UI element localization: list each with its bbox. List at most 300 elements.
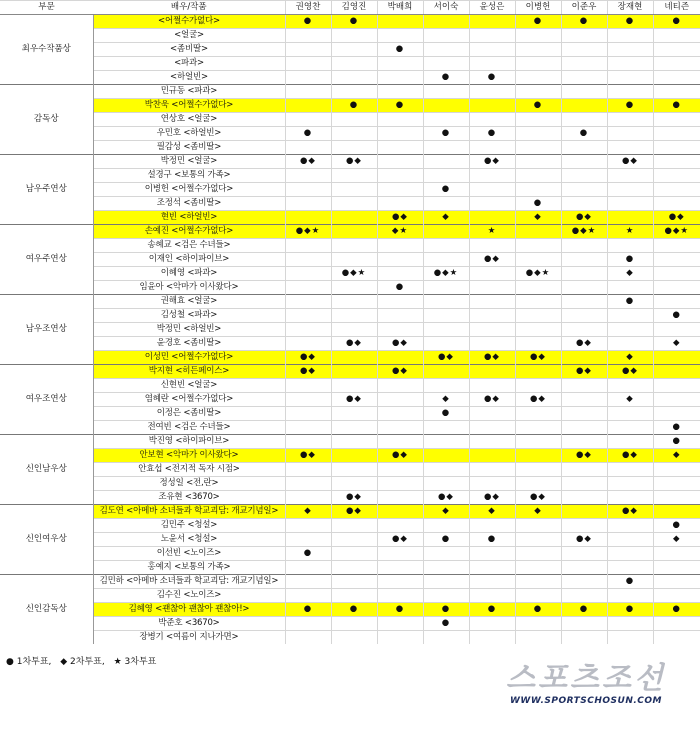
nominee-row bbox=[0, 141, 700, 155]
vote-mark bbox=[561, 281, 607, 295]
vote-mark bbox=[285, 295, 331, 309]
vote-mark: ●◆ bbox=[285, 449, 331, 463]
vote-mark bbox=[331, 253, 377, 267]
vote-mark: ● bbox=[607, 99, 653, 113]
vote-mark bbox=[515, 253, 561, 267]
vote-mark bbox=[561, 141, 607, 155]
nominee-label: 설경구 <보통의 가족> bbox=[93, 169, 285, 183]
nominee-label: <하얼빈> bbox=[93, 71, 285, 85]
vote-mark bbox=[653, 169, 700, 183]
vote-mark bbox=[561, 393, 607, 407]
vote-mark bbox=[331, 407, 377, 421]
vote-mark: ★ bbox=[607, 225, 653, 239]
vote-mark bbox=[285, 85, 331, 99]
vote-mark bbox=[561, 183, 607, 197]
vote-mark bbox=[377, 15, 423, 29]
vote-mark bbox=[515, 169, 561, 183]
vote-mark: ●◆ bbox=[515, 491, 561, 505]
nominee-row bbox=[0, 43, 700, 57]
vote-mark bbox=[653, 281, 700, 295]
nominee-row bbox=[0, 337, 700, 351]
vote-mark: ● bbox=[515, 197, 561, 211]
nominee-label: <어쩔수가없다> bbox=[93, 15, 285, 29]
vote-mark: ● bbox=[515, 603, 561, 617]
vote-mark bbox=[331, 239, 377, 253]
vote-mark bbox=[469, 379, 515, 393]
vote-mark: ●◆★ bbox=[331, 267, 377, 281]
category-name: 최우수작품상 bbox=[0, 15, 93, 85]
vote-mark bbox=[561, 43, 607, 57]
vote-mark bbox=[561, 323, 607, 337]
nominee-row bbox=[0, 253, 700, 267]
nominee-label: 박준호 <3670> bbox=[93, 617, 285, 631]
vote-mark bbox=[469, 197, 515, 211]
nominee-label: <좀비딸> bbox=[93, 43, 285, 57]
vote-mark: ● bbox=[469, 127, 515, 141]
vote-mark bbox=[423, 57, 469, 71]
vote-mark: ●◆ bbox=[377, 337, 423, 351]
vote-mark bbox=[515, 57, 561, 71]
vote-mark bbox=[469, 281, 515, 295]
nominee-row bbox=[0, 197, 700, 211]
vote-mark bbox=[377, 491, 423, 505]
logo-url: WWW.SPORTSCHOSUN.COM bbox=[509, 696, 663, 706]
vote-mark bbox=[377, 561, 423, 575]
category-name: 감독상 bbox=[0, 85, 93, 155]
nominee-row bbox=[0, 169, 700, 183]
vote-mark bbox=[515, 463, 561, 477]
vote-mark: ◆ bbox=[607, 351, 653, 365]
nominee-label: 안보현 <악마가 이사왔다> bbox=[93, 449, 285, 463]
vote-mark bbox=[515, 141, 561, 155]
vote-mark bbox=[423, 155, 469, 169]
vote-mark bbox=[469, 239, 515, 253]
vote-mark bbox=[653, 491, 700, 505]
vote-mark: ● bbox=[561, 603, 607, 617]
vote-mark bbox=[469, 547, 515, 561]
nominee-label: 염혜란 <어쩔수가없다> bbox=[93, 393, 285, 407]
vote-mark bbox=[331, 85, 377, 99]
vote-mark bbox=[331, 589, 377, 603]
nominee-label: 임윤아 <악마가 이사왔다> bbox=[93, 281, 285, 295]
nominee-row bbox=[0, 29, 700, 43]
vote-mark bbox=[653, 631, 700, 645]
nominee-label: 필감성 <좀비딸> bbox=[93, 141, 285, 155]
vote-mark bbox=[285, 379, 331, 393]
vote-mark bbox=[469, 631, 515, 645]
vote-mark bbox=[515, 71, 561, 85]
vote-mark bbox=[469, 617, 515, 631]
vote-mark bbox=[285, 435, 331, 449]
vote-mark bbox=[607, 337, 653, 351]
vote-mark bbox=[469, 295, 515, 309]
vote-mark: ★ bbox=[469, 225, 515, 239]
nominee-row bbox=[0, 547, 700, 561]
vote-mark bbox=[285, 197, 331, 211]
vote-mark bbox=[607, 85, 653, 99]
vote-mark: ●◆ bbox=[607, 449, 653, 463]
vote-mark bbox=[653, 589, 700, 603]
vote-mark: ●◆ bbox=[331, 491, 377, 505]
vote-mark bbox=[515, 281, 561, 295]
header-judge: 이병헌 bbox=[515, 1, 561, 15]
vote-mark bbox=[377, 519, 423, 533]
nominee-row bbox=[0, 225, 700, 239]
vote-mark: ●◆ bbox=[515, 351, 561, 365]
header-judge: 김영진 bbox=[331, 1, 377, 15]
vote-mark: ●◆★ bbox=[515, 267, 561, 281]
vote-mark: ◆ bbox=[423, 505, 469, 519]
vote-mark bbox=[653, 463, 700, 477]
legend-second-vote: ◆ 2차투표, bbox=[60, 657, 105, 667]
nominee-row bbox=[0, 85, 700, 99]
vote-mark bbox=[469, 449, 515, 463]
vote-mark bbox=[285, 575, 331, 589]
vote-mark: ●◆ bbox=[469, 393, 515, 407]
vote-mark bbox=[377, 309, 423, 323]
vote-mark bbox=[331, 197, 377, 211]
vote-mark: ◆★ bbox=[377, 225, 423, 239]
vote-mark bbox=[423, 463, 469, 477]
vote-mark: ● bbox=[331, 603, 377, 617]
vote-mark: ●◆ bbox=[515, 393, 561, 407]
vote-mark bbox=[377, 463, 423, 477]
vote-mark: ● bbox=[607, 575, 653, 589]
vote-mark bbox=[607, 281, 653, 295]
vote-mark bbox=[377, 435, 423, 449]
nominee-label: 윤경호 <좀비딸> bbox=[93, 337, 285, 351]
vote-mark bbox=[607, 127, 653, 141]
vote-mark: ● bbox=[423, 533, 469, 547]
vote-mark bbox=[423, 15, 469, 29]
vote-mark bbox=[469, 561, 515, 575]
vote-mark bbox=[423, 43, 469, 57]
vote-mark bbox=[607, 169, 653, 183]
vote-mark bbox=[561, 435, 607, 449]
nominee-row bbox=[0, 57, 700, 71]
vote-mark: ◆ bbox=[607, 267, 653, 281]
header-judge: 박배희 bbox=[377, 1, 423, 15]
vote-mark bbox=[377, 393, 423, 407]
vote-mark bbox=[377, 589, 423, 603]
vote-mark bbox=[515, 477, 561, 491]
vote-mark bbox=[515, 323, 561, 337]
nominee-row bbox=[0, 477, 700, 491]
vote-mark bbox=[285, 631, 331, 645]
vote-mark bbox=[377, 113, 423, 127]
nominee-label: 손예진 <어쩔수가없다> bbox=[93, 225, 285, 239]
vote-mark: ●◆ bbox=[331, 155, 377, 169]
vote-mark bbox=[561, 477, 607, 491]
vote-mark bbox=[469, 463, 515, 477]
vote-mark bbox=[469, 99, 515, 113]
category-name: 남우조연상 bbox=[0, 295, 93, 365]
vote-mark bbox=[285, 519, 331, 533]
vote-mark bbox=[653, 407, 700, 421]
vote-mark bbox=[469, 211, 515, 225]
nominee-row bbox=[0, 491, 700, 505]
vote-mark bbox=[515, 127, 561, 141]
vote-mark bbox=[515, 43, 561, 57]
vote-mark: ● bbox=[285, 547, 331, 561]
vote-mark bbox=[423, 477, 469, 491]
vote-mark bbox=[377, 71, 423, 85]
vote-mark bbox=[285, 309, 331, 323]
nominee-row bbox=[0, 603, 700, 617]
vote-mark bbox=[653, 365, 700, 379]
vote-mark bbox=[515, 29, 561, 43]
vote-mark bbox=[515, 365, 561, 379]
vote-mark bbox=[331, 323, 377, 337]
vote-mark bbox=[285, 43, 331, 57]
vote-mark: ●◆★ bbox=[653, 225, 700, 239]
nominee-row bbox=[0, 365, 700, 379]
vote-mark: ●◆ bbox=[561, 365, 607, 379]
nominee-row bbox=[0, 71, 700, 85]
header-judge: 네티즌 bbox=[653, 1, 700, 15]
nominee-row bbox=[0, 113, 700, 127]
vote-mark: ●◆★ bbox=[561, 225, 607, 239]
vote-mark: ◆ bbox=[423, 211, 469, 225]
nominee-label: 이선빈 <노이즈> bbox=[93, 547, 285, 561]
vote-mark bbox=[469, 337, 515, 351]
vote-mark bbox=[561, 463, 607, 477]
vote-mark bbox=[331, 183, 377, 197]
vote-mark: ●◆ bbox=[423, 491, 469, 505]
vote-mark bbox=[377, 183, 423, 197]
vote-mark bbox=[469, 575, 515, 589]
vote-mark bbox=[469, 323, 515, 337]
vote-mark bbox=[653, 505, 700, 519]
vote-mark: ● bbox=[653, 603, 700, 617]
vote-mark bbox=[515, 113, 561, 127]
vote-mark: ●◆ bbox=[377, 211, 423, 225]
vote-mark bbox=[469, 183, 515, 197]
vote-mark: ● bbox=[561, 127, 607, 141]
vote-mark bbox=[423, 449, 469, 463]
vote-mark bbox=[653, 477, 700, 491]
vote-mark: ● bbox=[331, 15, 377, 29]
vote-mark bbox=[285, 141, 331, 155]
vote-mark bbox=[653, 351, 700, 365]
vote-mark bbox=[331, 281, 377, 295]
vote-mark bbox=[653, 113, 700, 127]
vote-mark bbox=[377, 575, 423, 589]
vote-mark bbox=[515, 589, 561, 603]
vote-mark bbox=[331, 29, 377, 43]
legend bbox=[6, 654, 162, 667]
vote-mark bbox=[423, 169, 469, 183]
vote-mark bbox=[561, 71, 607, 85]
vote-mark bbox=[423, 421, 469, 435]
vote-mark: ● bbox=[607, 295, 653, 309]
vote-mark bbox=[653, 71, 700, 85]
vote-mark bbox=[561, 379, 607, 393]
vote-mark bbox=[285, 337, 331, 351]
vote-mark bbox=[469, 43, 515, 57]
vote-mark bbox=[607, 435, 653, 449]
vote-mark: ● bbox=[607, 603, 653, 617]
category-name: 신인감독상 bbox=[0, 575, 93, 645]
nominee-label: 이혜영 <파과> bbox=[93, 267, 285, 281]
vote-mark bbox=[331, 379, 377, 393]
vote-mark: ●◆ bbox=[607, 155, 653, 169]
nominee-row bbox=[0, 463, 700, 477]
vote-mark bbox=[331, 225, 377, 239]
vote-mark bbox=[377, 617, 423, 631]
vote-mark bbox=[469, 85, 515, 99]
vote-mark bbox=[653, 155, 700, 169]
nominee-row bbox=[0, 561, 700, 575]
vote-mark: ● bbox=[469, 533, 515, 547]
vote-mark bbox=[653, 43, 700, 57]
vote-mark: ◆ bbox=[469, 505, 515, 519]
vote-mark bbox=[331, 449, 377, 463]
vote-mark bbox=[469, 169, 515, 183]
vote-mark bbox=[561, 113, 607, 127]
vote-mark: ● bbox=[607, 253, 653, 267]
nominee-label: <얼굴> bbox=[93, 29, 285, 43]
vote-mark bbox=[285, 113, 331, 127]
vote-mark bbox=[423, 253, 469, 267]
nominee-row bbox=[0, 435, 700, 449]
vote-mark bbox=[285, 71, 331, 85]
vote-mark bbox=[285, 533, 331, 547]
vote-mark: ● bbox=[653, 309, 700, 323]
vote-mark: ● bbox=[377, 603, 423, 617]
nominee-row bbox=[0, 295, 700, 309]
header-nominee: 배우/작품 bbox=[93, 1, 285, 15]
vote-mark: ● bbox=[653, 519, 700, 533]
vote-mark: ● bbox=[653, 421, 700, 435]
vote-mark bbox=[607, 491, 653, 505]
vote-mark bbox=[561, 561, 607, 575]
vote-mark bbox=[377, 505, 423, 519]
sportschosun-logo bbox=[486, 662, 686, 706]
nominee-row bbox=[0, 239, 700, 253]
vote-mark: ◆ bbox=[653, 533, 700, 547]
vote-mark bbox=[285, 99, 331, 113]
vote-mark bbox=[285, 463, 331, 477]
vote-mark bbox=[377, 407, 423, 421]
vote-mark bbox=[607, 309, 653, 323]
nominee-row bbox=[0, 393, 700, 407]
vote-mark bbox=[607, 211, 653, 225]
vote-mark bbox=[515, 337, 561, 351]
vote-mark bbox=[285, 183, 331, 197]
vote-mark bbox=[423, 519, 469, 533]
vote-mark bbox=[469, 407, 515, 421]
vote-mark: ● bbox=[423, 71, 469, 85]
vote-mark bbox=[515, 421, 561, 435]
vote-mark bbox=[561, 57, 607, 71]
vote-mark bbox=[653, 323, 700, 337]
vote-mark bbox=[285, 617, 331, 631]
vote-mark bbox=[423, 435, 469, 449]
nominee-label: 조유현 <3670> bbox=[93, 491, 285, 505]
vote-mark bbox=[377, 379, 423, 393]
vote-mark bbox=[423, 281, 469, 295]
vote-mark bbox=[423, 197, 469, 211]
vote-mark bbox=[607, 631, 653, 645]
nominee-row bbox=[0, 617, 700, 631]
vote-mark bbox=[561, 589, 607, 603]
vote-mark bbox=[607, 463, 653, 477]
vote-mark bbox=[561, 85, 607, 99]
vote-mark bbox=[285, 589, 331, 603]
vote-mark bbox=[561, 631, 607, 645]
vote-mark bbox=[515, 309, 561, 323]
vote-mark bbox=[561, 547, 607, 561]
vote-mark bbox=[331, 309, 377, 323]
vote-mark bbox=[515, 85, 561, 99]
vote-mark bbox=[607, 407, 653, 421]
vote-mark bbox=[515, 449, 561, 463]
vote-mark bbox=[377, 631, 423, 645]
nominee-row bbox=[0, 155, 700, 169]
vote-mark bbox=[331, 141, 377, 155]
vote-mark bbox=[561, 505, 607, 519]
vote-mark bbox=[469, 421, 515, 435]
vote-mark bbox=[561, 617, 607, 631]
vote-mark bbox=[515, 575, 561, 589]
legend-first-vote: ● 1차투표, bbox=[6, 657, 52, 667]
vote-mark: ●◆ bbox=[285, 155, 331, 169]
header-judge: 서이숙 bbox=[423, 1, 469, 15]
nominee-row bbox=[0, 449, 700, 463]
vote-mark bbox=[653, 183, 700, 197]
vote-mark bbox=[377, 169, 423, 183]
vote-mark: ● bbox=[377, 43, 423, 57]
vote-mark: ●◆ bbox=[561, 337, 607, 351]
vote-mark bbox=[653, 267, 700, 281]
nominee-label: 김혜영 <괜찮아 괜찮아 괜찮아!> bbox=[93, 603, 285, 617]
vote-mark bbox=[469, 267, 515, 281]
vote-mark bbox=[561, 421, 607, 435]
vote-mark bbox=[515, 617, 561, 631]
vote-mark: ● bbox=[561, 15, 607, 29]
vote-mark: ●◆ bbox=[377, 365, 423, 379]
vote-mark: ●◆★ bbox=[423, 267, 469, 281]
vote-mark bbox=[285, 239, 331, 253]
nominee-label: 김성철 <파과> bbox=[93, 309, 285, 323]
vote-mark bbox=[423, 575, 469, 589]
vote-mark bbox=[331, 365, 377, 379]
category-name: 남우주연상 bbox=[0, 155, 93, 225]
vote-mark bbox=[331, 351, 377, 365]
vote-mark: ●◆ bbox=[561, 449, 607, 463]
vote-mark: ● bbox=[377, 281, 423, 295]
vote-mark bbox=[607, 183, 653, 197]
vote-mark bbox=[515, 519, 561, 533]
header-category: 부문 bbox=[0, 1, 93, 15]
vote-mark bbox=[331, 127, 377, 141]
nominee-row bbox=[0, 505, 700, 519]
vote-mark bbox=[423, 85, 469, 99]
vote-mark bbox=[515, 239, 561, 253]
vote-mark bbox=[607, 617, 653, 631]
vote-mark bbox=[653, 295, 700, 309]
vote-mark: ● bbox=[469, 71, 515, 85]
nominee-row bbox=[0, 309, 700, 323]
nominee-row bbox=[0, 99, 700, 113]
vote-mark bbox=[377, 477, 423, 491]
nominee-label: 현빈 <하얼빈> bbox=[93, 211, 285, 225]
nominee-row bbox=[0, 323, 700, 337]
vote-mark: ● bbox=[653, 435, 700, 449]
vote-mark bbox=[331, 463, 377, 477]
category-name: 신인남우상 bbox=[0, 435, 93, 505]
